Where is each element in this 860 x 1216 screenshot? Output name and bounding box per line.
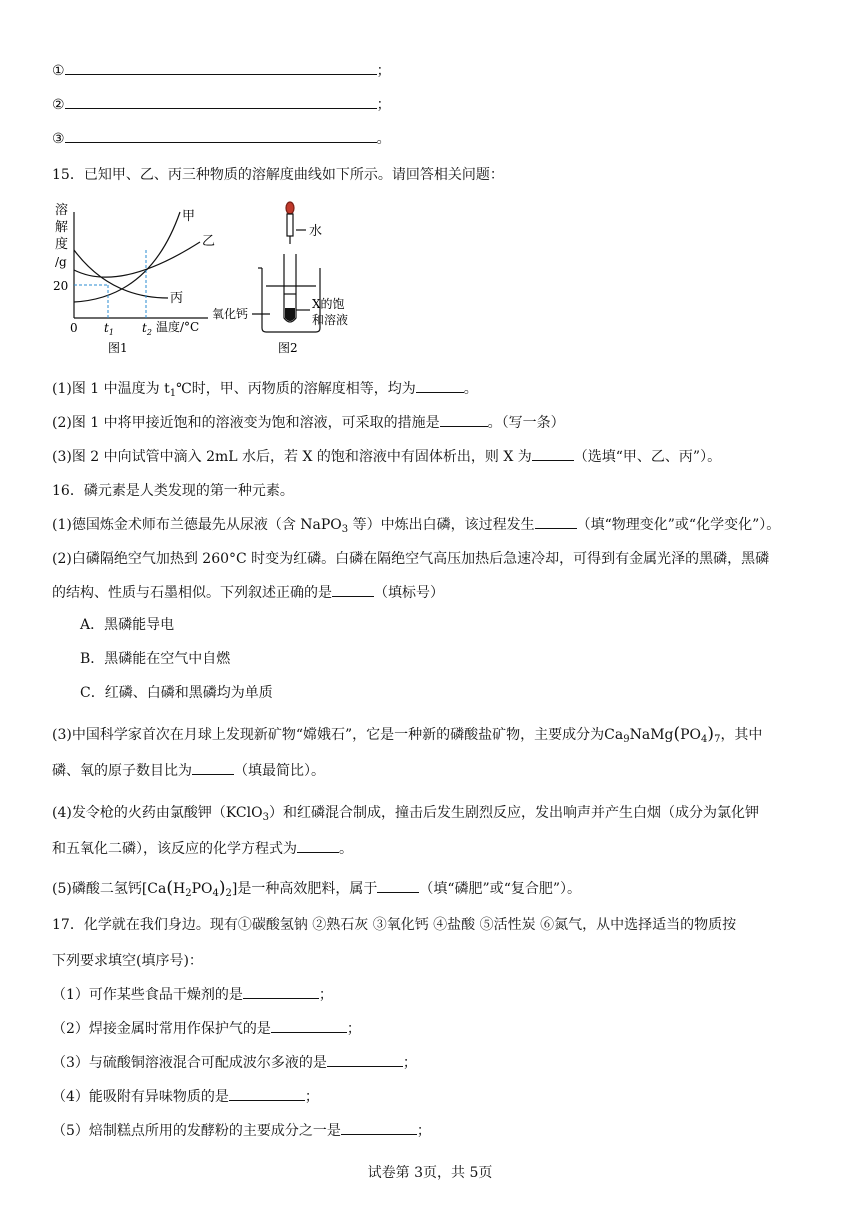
dropper-tube xyxy=(287,214,293,236)
option-c[interactable]: C．红磷、白磷和黑磷均为单质 xyxy=(80,685,273,701)
fig1-caption: 图1 xyxy=(108,341,128,355)
answer-blank[interactable] xyxy=(535,514,577,529)
cao-label: 氧化钙 xyxy=(212,307,249,321)
line-end: ； xyxy=(376,63,391,79)
answer-line-2 xyxy=(52,94,391,114)
answer-blank[interactable] xyxy=(416,378,464,393)
answer-blank[interactable] xyxy=(532,446,574,461)
q16-part-2-line-1: (2)白磷隔绝空气加热到 260°C 时变为红磷。白磷在隔绝空气高压加热后急速冷却，可得到有金属光泽的黑磷，黑磷 xyxy=(52,551,770,567)
q16-part-2-line-2: 的结构、性质与石墨相似。下列叙述正确的是 （填标号） xyxy=(52,582,444,602)
curve-bing xyxy=(74,250,168,298)
answer-blank[interactable] xyxy=(440,412,488,427)
x-solution-label-2: 和溶液 xyxy=(312,313,349,327)
y-label-3: 度 xyxy=(55,237,69,252)
circled-marker: ③ xyxy=(52,131,65,147)
tick-20: 20 xyxy=(53,279,69,293)
q17-item-4: （4）能吸附有异味物质的是 ； xyxy=(52,1086,319,1106)
answer-blank[interactable] xyxy=(229,1086,305,1101)
answer-blank[interactable] xyxy=(65,60,377,75)
answer-blank[interactable] xyxy=(243,984,319,999)
q16-part-4-line-1: (4)发令枪的火药由氯酸钾（KClO$_3$）和红磷混合制成，撞击后发生剧烈反应，发出响声并产生白烟（成分为氯化钾 xyxy=(52,805,759,823)
water-label: 水 xyxy=(309,224,323,239)
q17-item-1: （1）可作某些食品干燥剂的是 ； xyxy=(52,984,333,1004)
circled-marker: ② xyxy=(52,97,65,113)
solid-x xyxy=(285,308,295,321)
page-footer: 试卷第 3页，共 5页 xyxy=(367,1165,493,1181)
q17-stem-line-1: 17．化学就在我们身边。现有①碳酸氢钠 ②熟石灰 ③氧化钙 ④盐酸 ⑤活性炭 ⑥氮气，从中选择适当的物质按 xyxy=(52,917,737,933)
y-label-unit: /g xyxy=(55,255,67,269)
beaker-figure xyxy=(212,198,382,358)
q16-part-4-line-2: 和五氧化二磷），该反应的化学方程式为 。 xyxy=(52,838,353,858)
line-end: 。 xyxy=(376,131,391,147)
formula-changeshi: $Ca_9NaMg(PO_4)_7$ xyxy=(604,724,721,745)
q16-stem: 16．磷元素是人类发现的第一种元素。 xyxy=(52,483,294,499)
y-label-1: 溶 xyxy=(55,203,69,218)
answer-blank[interactable] xyxy=(65,128,377,143)
t2-label: $t_2$ xyxy=(142,321,152,337)
q15-part-3: (3)图 2 中向试管中滴入 2mL 水后，若 X 的饱和溶液中有固体析出，则 X 为 （选填“甲、乙、丙”）。 xyxy=(52,446,721,466)
circled-marker: ① xyxy=(52,63,65,79)
answer-line-3 xyxy=(52,128,391,148)
curve-yi xyxy=(74,242,200,277)
q16-part-3-line-1: (3)中国科学家首次在月球上发现新矿物“嫦娥石”，它是一种新的磷酸盐矿物，主要成分为$Ca_9NaMg(PO_4)_7$，其中 xyxy=(52,724,763,745)
answer-blank[interactable] xyxy=(327,1052,403,1067)
solubility-curve-figure xyxy=(50,198,230,358)
option-a[interactable]: A．黑磷能导电 xyxy=(80,617,175,633)
curve-label-bing: 丙 xyxy=(170,291,184,306)
q15-part-1: (1)图 1 中温度为 $t_1℃$时，甲、丙物质的溶解度相等，均为 。 xyxy=(52,378,478,399)
q16-part-1: (1)德国炼金术师布兰德最先从尿液（含 NaPO$_3$ 等）中炼出白磷，该过程发生 （填“物理变化”或“化学变化”）。 xyxy=(52,514,780,535)
q15-stem: 15．已知甲、乙、丙三种物质的溶解度曲线如下所示。请回答相关问题： xyxy=(52,167,504,183)
q17-item-3: （3）与硫酸铜溶液混合可配成波尔多液的是 ； xyxy=(52,1052,417,1072)
x-solution-label-1: X的饱 xyxy=(312,297,345,311)
answer-blank[interactable] xyxy=(271,1018,347,1033)
q17-item-2: （2）焊接金属时常用作保护气的是 ； xyxy=(52,1018,361,1038)
q17-stem-line-2: 下列要求填空(填序号)： xyxy=(52,953,203,969)
dropper-bulb xyxy=(286,202,294,214)
curve-label-jia: 甲 xyxy=(182,209,196,224)
answer-blank[interactable] xyxy=(65,94,377,109)
formula-kclo3: KClO$_3$ xyxy=(225,805,269,823)
t1-label: $t_1$ xyxy=(104,321,114,337)
curve-label-yi: 乙 xyxy=(202,234,216,249)
formula-cah2po4: $[Ca(H_2PO_4)_2]$ xyxy=(141,878,238,899)
curve-jia xyxy=(74,212,180,302)
origin-label: 0 xyxy=(70,321,78,335)
q15-part-2: (2)图 1 中将甲接近饱和的溶液变为饱和溶液，可采取的措施是 。（写一条） xyxy=(52,412,565,432)
fig2-caption: 图2 xyxy=(278,341,298,355)
answer-blank[interactable] xyxy=(192,760,234,775)
q17-item-5: （5）焙制糕点所用的发酵粉的主要成分之一是 ； xyxy=(52,1120,431,1140)
line-end: ； xyxy=(376,97,391,113)
answer-blank[interactable] xyxy=(377,878,419,893)
answer-blank[interactable] xyxy=(297,838,339,853)
x-axis-label: 温度/°C xyxy=(156,320,200,334)
option-b[interactable]: B．黑磷能在空气中自燃 xyxy=(80,651,231,667)
answer-blank[interactable] xyxy=(332,582,374,597)
q16-part-5: (5)磷酸二氢钙$[Ca(H_2PO_4)_2]$是一种高效肥料，属于 （填“磷肥”或“复合肥”）。 xyxy=(52,878,582,899)
answer-blank[interactable] xyxy=(341,1120,417,1135)
answer-line-1 xyxy=(52,60,391,80)
y-label-2: 解 xyxy=(55,220,69,235)
q16-part-3-line-2: 磷、氧的原子数目比为 （填最简比）。 xyxy=(52,760,325,780)
